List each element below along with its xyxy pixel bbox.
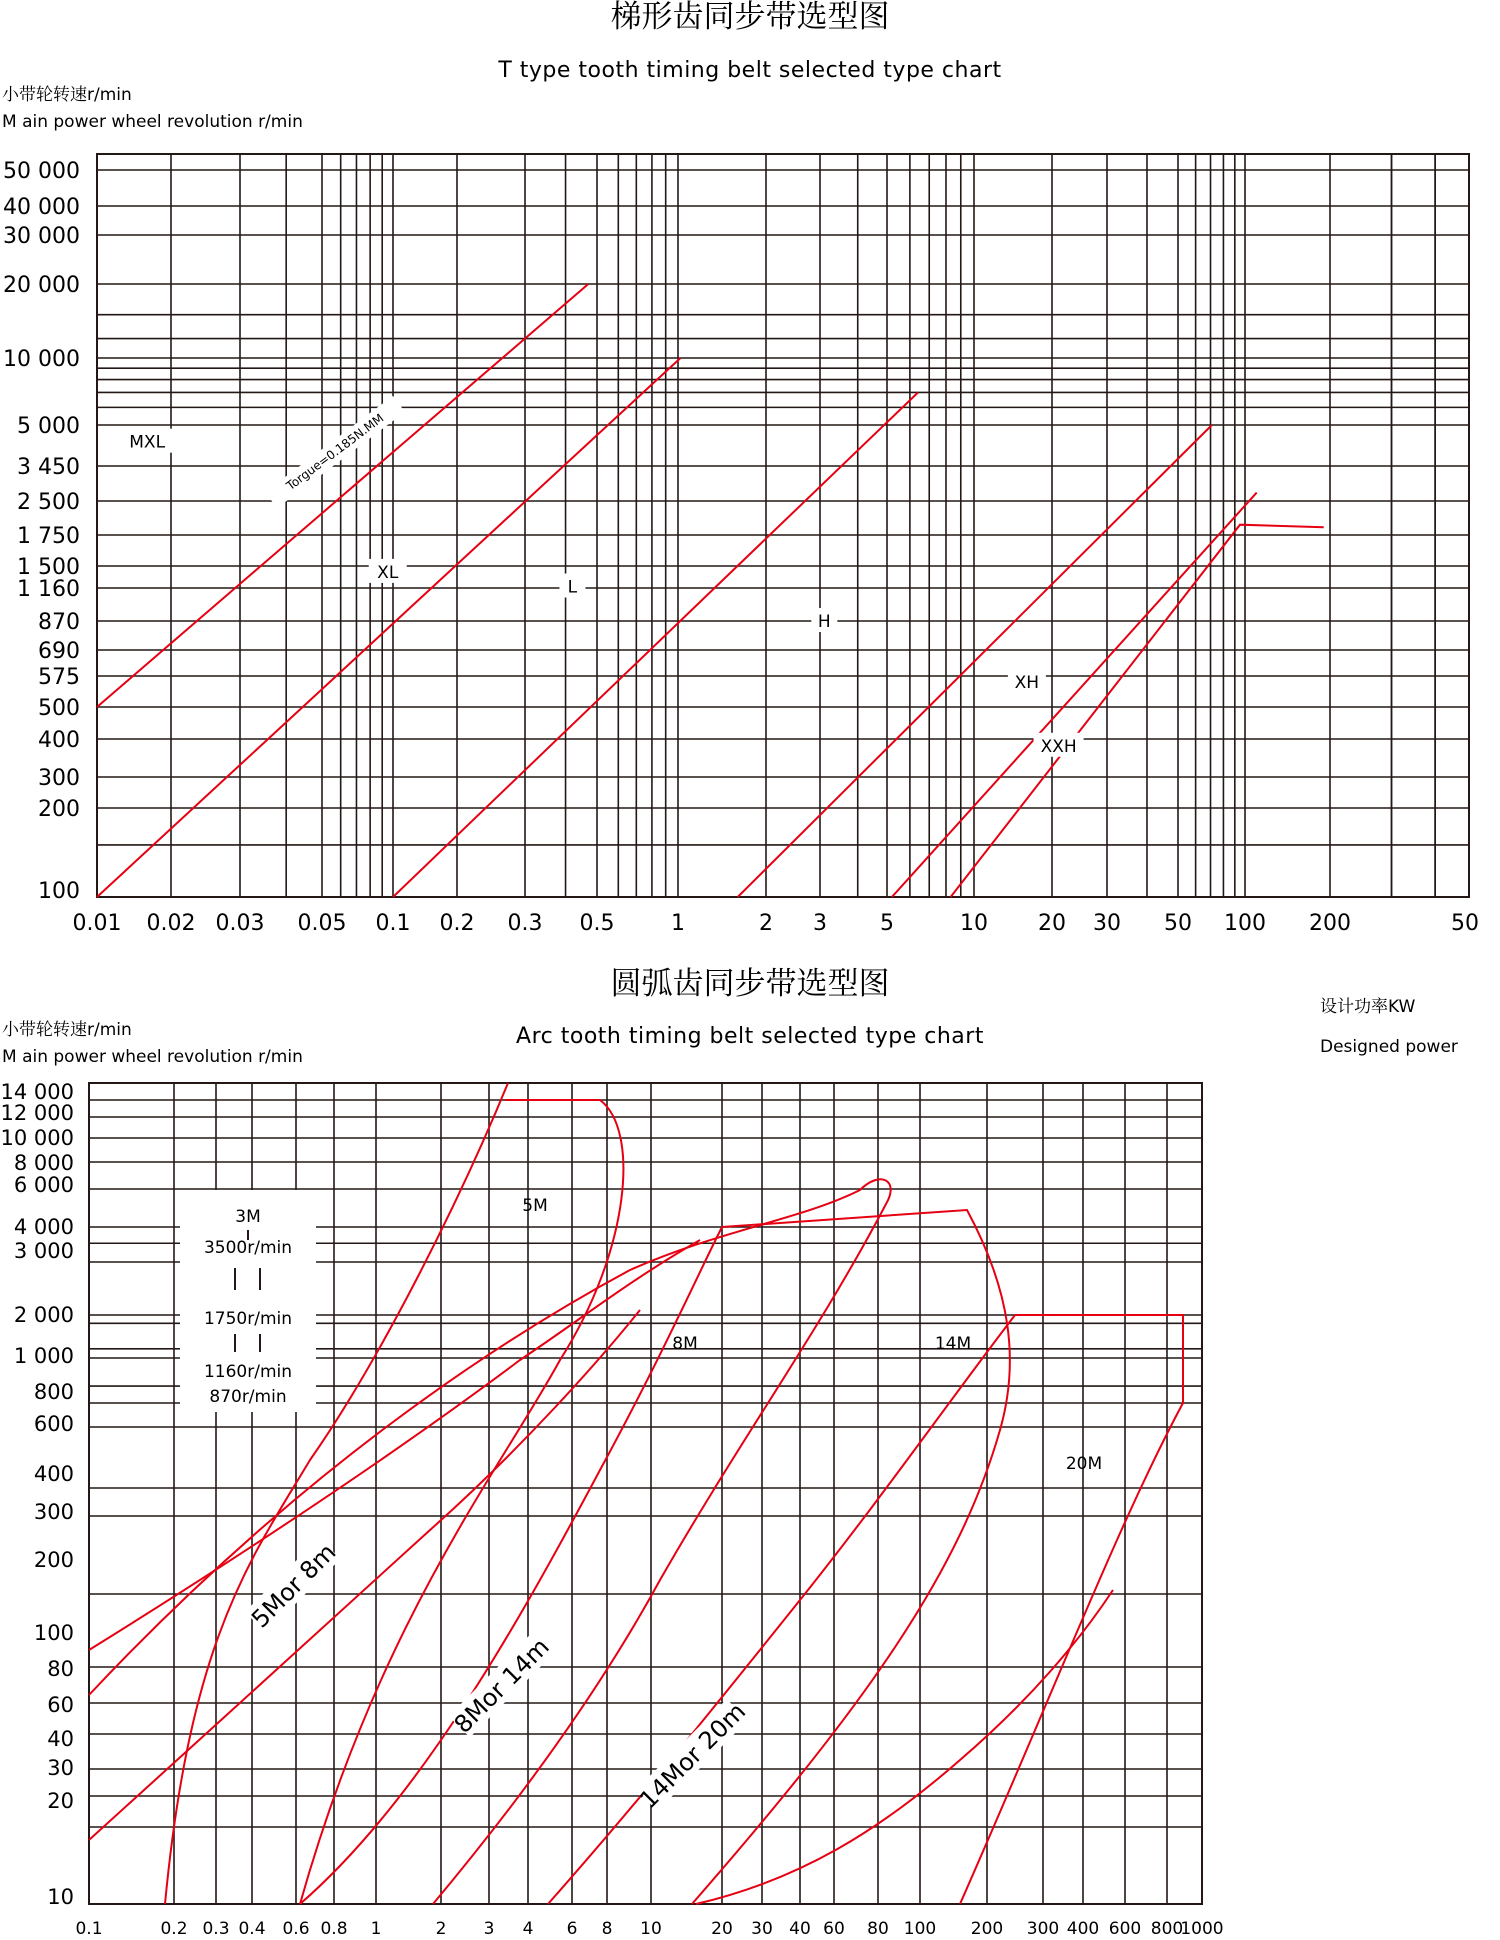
y-tick-label: 14 000 [0, 1080, 74, 1104]
x-tick-label: 300 [1026, 1919, 1060, 1939]
power-label-en: Designed power [1320, 1037, 1458, 1057]
y-tick-label: 500 [38, 696, 80, 721]
x-tick-label: 3 [813, 911, 827, 936]
x-tick-label: 1 [671, 911, 685, 936]
chart1-subtitle: T type tooth timing belt selected type chart [498, 58, 1002, 83]
y-tick-label: 200 [33, 1548, 74, 1572]
y-tick-label: 5 000 [17, 414, 80, 439]
chart2-title: 圆弧齿同步带选型图 [610, 966, 890, 1002]
y-tick-label: 870 [38, 610, 80, 635]
x-tick-label: 2 [435, 1919, 447, 1939]
y-tick-label: 12 000 [0, 1101, 74, 1125]
speed-3500: 3500r/min [203, 1238, 293, 1258]
chart1-y-tick-labels [3, 159, 80, 904]
chart2-subtitle: Arc tooth timing belt selected type chart [516, 1024, 984, 1049]
y-tick-label: 50 000 [3, 159, 80, 184]
region-label-xh: XH [1014, 672, 1040, 693]
y-tick-label: 300 [38, 766, 80, 791]
region-label-h: H [817, 612, 831, 632]
x-tick-label: 0.2 [160, 1919, 188, 1939]
x-tick-label: 0.05 [297, 911, 347, 936]
3m-speed-box [180, 1190, 316, 1412]
series-line-4 [738, 425, 1212, 897]
x-tick-label: 0.2 [439, 911, 475, 936]
chart1-horizontal-gridlines [97, 170, 1469, 897]
x-tick-label: 0.8 [320, 1919, 348, 1939]
chart1-title: 梯形齿同步带选型图 [610, 0, 890, 35]
y-tick-label: 30 [47, 1756, 74, 1780]
chart1-ylabel: 小带轮转速r/min [2, 85, 132, 105]
x-tick-label: 30 [751, 1919, 773, 1939]
x-tick-label: 3 [483, 1919, 495, 1939]
t-type-chart [2, 0, 1479, 936]
x-tick-label: 0.1 [75, 1919, 103, 1939]
14m-label: 14M [934, 1334, 972, 1354]
y-tick-label: 400 [38, 728, 80, 753]
chart2-ylabel-en: M ain power wheel revolution r/min [2, 1047, 303, 1067]
x-tick-label: 0.3 [507, 911, 543, 936]
x-tick-label: 2 [759, 911, 773, 936]
torque-label: Torgue=0.185N.MM [283, 410, 387, 494]
x-tick-label: 5 [880, 911, 894, 936]
14mor20m-label: 14Mor 20m [634, 1697, 752, 1815]
8m-label: 8M [672, 1334, 698, 1354]
x-tick-label: 0.1 [375, 911, 411, 936]
3m-lower-line [89, 1310, 640, 1840]
y-tick-label: 2 500 [17, 490, 80, 515]
x-tick-label: 200 [1309, 911, 1351, 936]
x-tick-label: 60 [823, 1919, 845, 1939]
x-tick-label: 0.02 [146, 911, 196, 936]
y-tick-label: 10 000 [0, 1126, 74, 1150]
chart2-x-tick-labels [75, 1919, 1223, 1939]
y-tick-label: 1 750 [17, 524, 80, 549]
y-tick-label: 40 [47, 1727, 74, 1751]
chart1-ylabel-en: M ain power wheel revolution r/min [2, 112, 303, 132]
speed-1750: 1750r/min [203, 1309, 293, 1329]
x-tick-label: 1000 [1180, 1919, 1224, 1939]
y-tick-label: 690 [38, 639, 80, 664]
x-tick-label: 80 [867, 1919, 889, 1939]
x-tick-label: 0.03 [215, 911, 265, 936]
y-tick-label: 575 [38, 665, 80, 690]
y-tick-label: 1 160 [17, 577, 80, 602]
y-tick-label: 60 [47, 1693, 74, 1717]
y-tick-label: 800 [33, 1380, 74, 1404]
x-tick-label: 400 [1066, 1919, 1100, 1939]
y-tick-label: 20 000 [3, 273, 80, 298]
x-tick-label: 10 [640, 1919, 662, 1939]
x-tick-label: 10 [960, 911, 988, 936]
y-tick-label: 8 000 [13, 1151, 74, 1175]
y-tick-label: 300 [33, 1500, 74, 1524]
power-label-cn: 设计功率KW [1320, 997, 1416, 1017]
y-tick-label: 10 [47, 1885, 74, 1909]
x-tick-label: 600 [1108, 1919, 1142, 1939]
x-tick-label: 50 [1451, 911, 1479, 936]
14m-region-curve [692, 1210, 1010, 1904]
y-tick-label: 10 000 [3, 347, 80, 372]
y-tick-label: 100 [33, 1621, 74, 1645]
y-tick-label: 1 000 [13, 1344, 74, 1368]
y-tick-label: 2 000 [13, 1303, 74, 1327]
x-tick-label: 40 [789, 1919, 811, 1939]
x-tick-label: 30 [1093, 911, 1121, 936]
5mor8m-label: 5Mor 8m [246, 1538, 342, 1634]
y-tick-label: 4 000 [13, 1215, 74, 1239]
x-tick-label: 0.3 [202, 1919, 230, 1939]
region-label-xxh: XXH [1040, 736, 1077, 757]
region-label-l: L [567, 577, 578, 598]
x-tick-label: 100 [1224, 911, 1266, 936]
x-tick-label: 0.4 [238, 1919, 266, 1939]
5m-label: 5M [522, 1196, 548, 1216]
series-line-6 [951, 525, 1324, 897]
chart2-ylabel: 小带轮转速r/min [2, 1020, 132, 1040]
arc-tooth-chart [1, 966, 1458, 1939]
x-tick-label: 50 [1164, 911, 1192, 936]
y-tick-label: 3 450 [17, 455, 80, 480]
x-tick-label: 1 [370, 1919, 382, 1939]
x-tick-label: 0.5 [579, 911, 615, 936]
y-tick-label: 1 500 [17, 555, 80, 580]
x-tick-label: 20 [1038, 911, 1066, 936]
x-tick-label: 0.6 [282, 1919, 310, 1939]
y-tick-label: 80 [47, 1657, 74, 1681]
8mor14m-label: 8Mor 14m [448, 1632, 555, 1739]
y-tick-label: 3 000 [13, 1239, 74, 1263]
x-tick-label: 800 [1150, 1919, 1184, 1939]
chart1-series [97, 284, 1324, 897]
y-tick-label: 40 000 [3, 195, 80, 220]
3m-label: 3M [235, 1207, 261, 1227]
20m-lower-curve [696, 1590, 1113, 1904]
y-tick-label: 400 [33, 1462, 74, 1486]
speed-870: 870r/min [209, 1387, 287, 1407]
series-line-2 [97, 358, 681, 897]
y-tick-label: 30 000 [3, 224, 80, 249]
y-tick-label: 200 [38, 797, 80, 822]
20m-label: 20M [1065, 1454, 1103, 1474]
x-tick-label: 8 [601, 1919, 613, 1939]
x-tick-label: 200 [970, 1919, 1004, 1939]
y-tick-label: 100 [38, 879, 80, 904]
y-tick-label: 20 [47, 1789, 74, 1813]
x-tick-label: 6 [566, 1919, 578, 1939]
5mor8m-label-group [245, 1538, 341, 1634]
speed-1160: 1160r/min [203, 1362, 293, 1382]
8mor14m-label-group [449, 1633, 555, 1739]
x-tick-label: 0.01 [72, 911, 122, 936]
y-tick-label: 600 [33, 1412, 74, 1436]
chart2-y-tick-labels [1, 1080, 74, 1909]
series-line-3 [393, 393, 918, 898]
chart1-x-tick-labels [73, 911, 1479, 936]
region-label-xl: XL [377, 562, 399, 583]
x-tick-label: 100 [903, 1919, 937, 1939]
x-tick-label: 4 [522, 1919, 534, 1939]
region-label-mxl: MXL [129, 432, 166, 453]
x-tick-label: 20 [711, 1919, 733, 1939]
y-tick-label: 6 000 [13, 1173, 74, 1197]
